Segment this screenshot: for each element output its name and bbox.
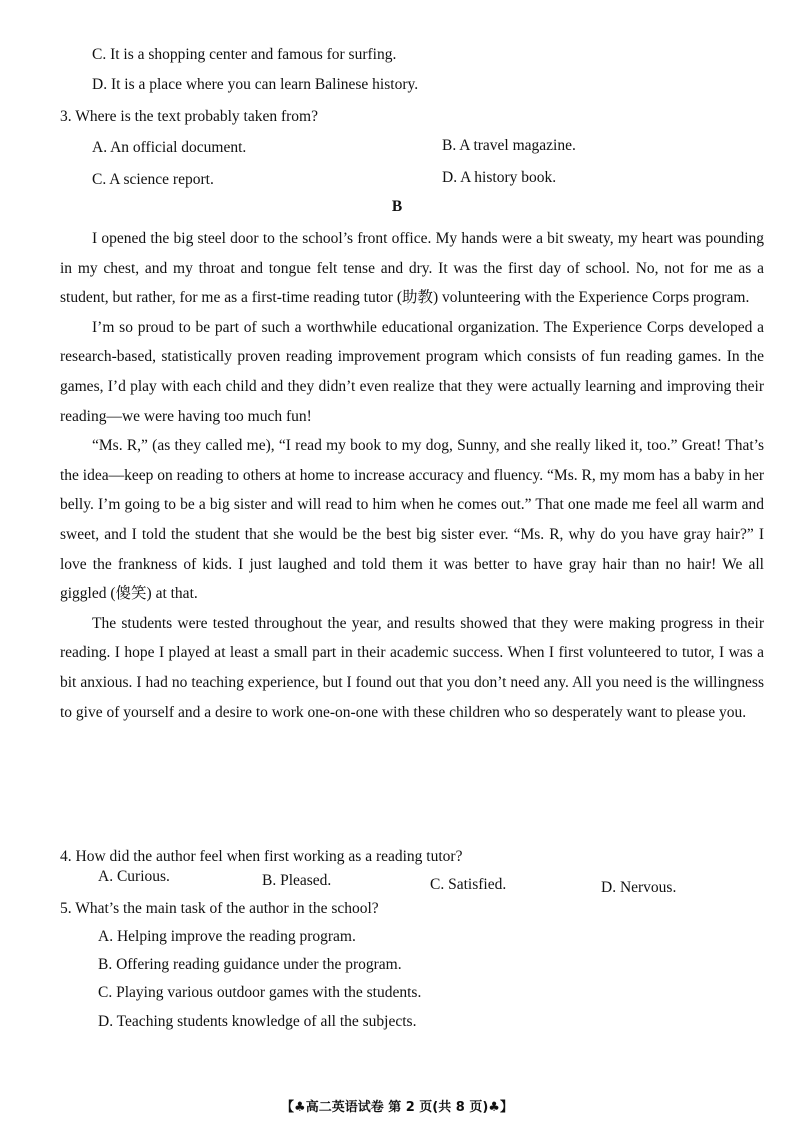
q4-option-b[interactable]: B. Pleased.	[262, 872, 332, 889]
page-footer	[0, 1096, 794, 1115]
passage-paragraph-4: The students were tested throughout the year, and results showed that they were making progress in their reading. I hope I played at least a small part in their academic success. When I first volunteered to tutor, I was a bit anxious. I had no teaching experience, but I found out that you don’t need any. All you need is the willingness to give of yourself and a desire to work one-on-one with these children who so desperately want to please you.	[60, 614, 764, 721]
club-icon: ♣	[294, 1100, 306, 1115]
passage-paragraph-1: I opened the big steel door to the school’s front office. My hands were a bit sweaty, my heart was pounding in my chest, and my throat and tongue felt tense and dry. It was the first day of school. No, not for me as a student, but rather, for me as a first-time reading tutor (助教) volunteering with the Experience Corps program.	[60, 230, 764, 307]
club-icon: ♣	[488, 1100, 500, 1115]
q3-option-a[interactable]: A. An official document.	[92, 139, 247, 156]
footer-bracket-open: 【	[281, 1100, 295, 1115]
q5-option-d[interactable]: D. Teaching students knowledge of all the subjects.	[98, 1013, 417, 1030]
q5-option-a[interactable]: A. Helping improve the reading program.	[98, 928, 356, 945]
q5-option-b[interactable]: B. Offering reading guidance under the program.	[98, 956, 402, 973]
q3-option-c[interactable]: C. A science report.	[92, 171, 214, 188]
q4-option-a[interactable]: A. Curious.	[98, 868, 170, 885]
q4-option-c[interactable]: C. Satisfied.	[430, 876, 507, 893]
passage-paragraph-2: I’m so proud to be part of such a worthwhile educational organization. The Experience Corps developed a research-based, statistically proven reading improvement program which consists of fun reading games. In the games, I’d play with each child and they didn’t even realize that they were actually learning and improving their reading—we were having too much fun!	[60, 318, 764, 425]
q4-stem: 4. How did the author feel when first working as a reading tutor?	[60, 848, 463, 865]
footer-text: 高二英语试卷 第 2 页(共 8 页)	[305, 1100, 489, 1115]
q4-option-d[interactable]: D. Nervous.	[601, 879, 677, 896]
q2-option-c[interactable]: C. It is a shopping center and famous for surfing.	[92, 46, 397, 63]
q2-option-d[interactable]: D. It is a place where you can learn Balinese history.	[92, 76, 419, 93]
q3-stem: 3. Where is the text probably taken from?	[60, 108, 318, 125]
footer-bracket-close: 】	[499, 1100, 513, 1115]
passage-b	[60, 224, 764, 727]
section-b-heading: B	[391, 198, 403, 215]
q3-option-b[interactable]: B. A travel magazine.	[442, 137, 576, 154]
q5-stem: 5. What’s the main task of the author in the school?	[60, 900, 379, 917]
q5-option-c[interactable]: C. Playing various outdoor games with the students.	[98, 984, 422, 1001]
passage-paragraph-3: “Ms. R,” (as they called me), “I read my book to my dog, Sunny, and she really liked it, too.” Great! That’s the idea—keep on reading to others at home to increase accuracy and fluency. “Ms. R, my mom has a baby in her belly. I’m going to be a big sister and will read to him when he comes out.” That one made me feel all warm and sweet, and I told the student that she would be the best big sister ever. “Ms. R, why do you have gray hair?” I love the frankness of kids. I just laughed and told them it was better to have gray hair than no hair! We all giggled (傻笑) at that.	[60, 437, 765, 603]
q3-option-d[interactable]: D. A history book.	[442, 169, 557, 186]
